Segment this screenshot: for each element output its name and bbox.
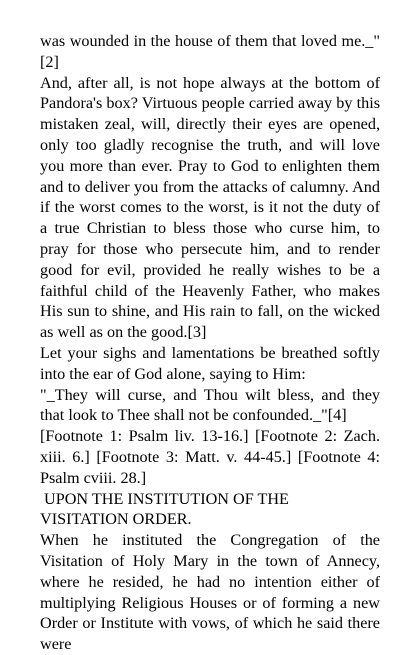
paragraph-institution: When he instituted the Congregation of the Visitation of Holy Mary in the town of Annecy, where he resided, he had no intention either of multiplying Religious Houses or of forming a new Order or Institute with vows, of which he said there were [40, 531, 380, 654]
paragraph-quote-end: was wounded in the house of them that loved me._"[2] [40, 32, 380, 71]
paragraph-sighs: Let your sighs and lamentations be breathed softly into the ear of God alone, saying to Him: [40, 343, 380, 383]
paragraph-pandora: And, after all, is not hope always at the bottom of Pandora's box? Virtuous people carried away by this mistaken zeal, will, directly their eyes are opened, only too gladly recognise the truth, and will love you more than ever. Pray to God to enlighten them and to deliver you from the attacks of calumny. And if the worst comes to the worst, is it not the duty of a true Christian to bless those who curse him, to pray for those who persecute him, and to render good for evil, provided he really wishes to be a faithful child of the Heavenly Father, who makes His sun to shine, and His rain to fall, on the wicked as well as on the good.[3] [40, 73, 380, 342]
paragraph-quote-curse: "_They will curse, and Thou wilt bless, and they that look to Thee shall not be confounded._"[4] [40, 385, 380, 425]
paragraph-footnotes: [Footnote 1: Psalm liv. 13-16.] [Footnote 2: Zach. xiii. 6.] [Footnote 3: Matt. v. 44-45.] [Footnote 4: Psalm cviii. 28.] [40, 427, 380, 487]
section-heading: UPON THE INSTITUTION OF THE VISITATION ORDER. [40, 489, 289, 529]
document-page [40, 31, 380, 655]
